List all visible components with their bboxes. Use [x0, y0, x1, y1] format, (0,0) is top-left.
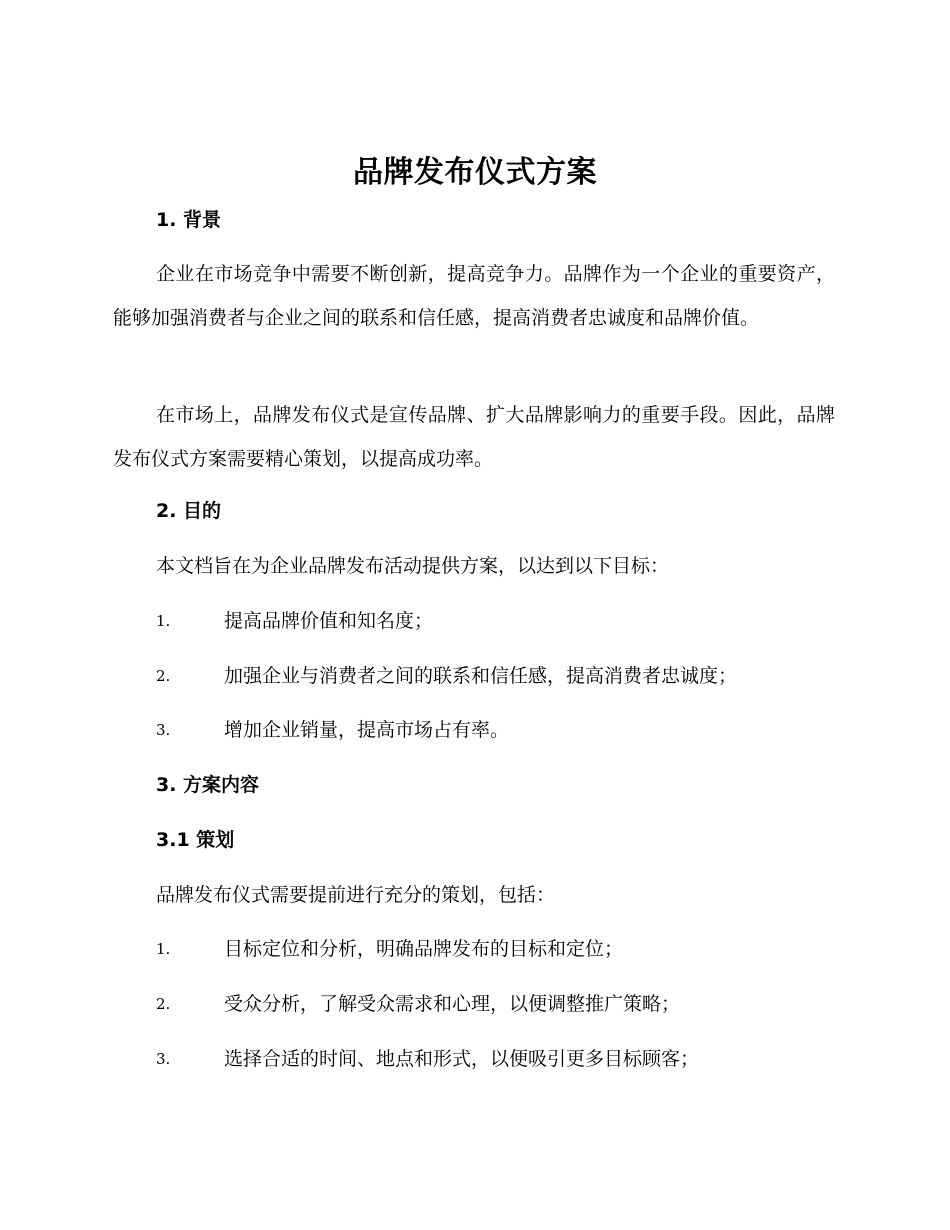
document-title: 品牌发布仪式方案 [353, 155, 597, 190]
section-heading-background: 1. 背景 [156, 209, 222, 231]
section-heading-purpose: 2. 目的 [156, 500, 222, 522]
subsection-heading-planning: 3.1 策划 [156, 829, 235, 851]
list-item-text: 加强企业与消费者之间的联系和信任感，提高消费者忠诚度； [224, 665, 738, 687]
list-item-number: 3. [156, 1050, 171, 1068]
list-item-text: 选择合适的时间、地点和形式，以便吸引更多目标顾客； [224, 1048, 700, 1070]
purpose-intro: 本文档旨在为企业品牌发布活动提供方案，以达到以下目标： [156, 555, 670, 577]
list-item-number: 3. [156, 721, 171, 739]
list-item-number: 1. [156, 612, 171, 630]
list-item-text: 目标定位和分析，明确品牌发布的目标和定位； [224, 938, 624, 960]
list-item-number: 1. [156, 940, 171, 958]
list-item-number: 2. [156, 995, 171, 1013]
list-item-text: 增加企业销量，提高市场占有率。 [224, 719, 510, 741]
list-item-text: 受众分析，了解受众需求和心理，以便调整推广策略； [224, 993, 681, 1015]
background-paragraph-2: 在市场上，品牌发布仪式是宣传品牌、扩大品牌影响力的重要手段。因此，品牌发布仪式方案需要精心策划，以提高成功率。 [113, 404, 835, 470]
background-paragraph-1: 企业在市场竞争中需要不断创新，提高竞争力。品牌作为一个企业的重要资产，能够加强消费者与企业之间的联系和信任感，提高消费者忠诚度和品牌价值。 [113, 263, 835, 329]
section-heading-plan: 3. 方案内容 [156, 774, 260, 796]
list-item-number: 2. [156, 667, 171, 685]
list-item-text: 提高品牌价值和知名度； [224, 610, 434, 632]
plan-intro: 品牌发布仪式需要提前进行充分的策划，包括： [156, 884, 556, 906]
